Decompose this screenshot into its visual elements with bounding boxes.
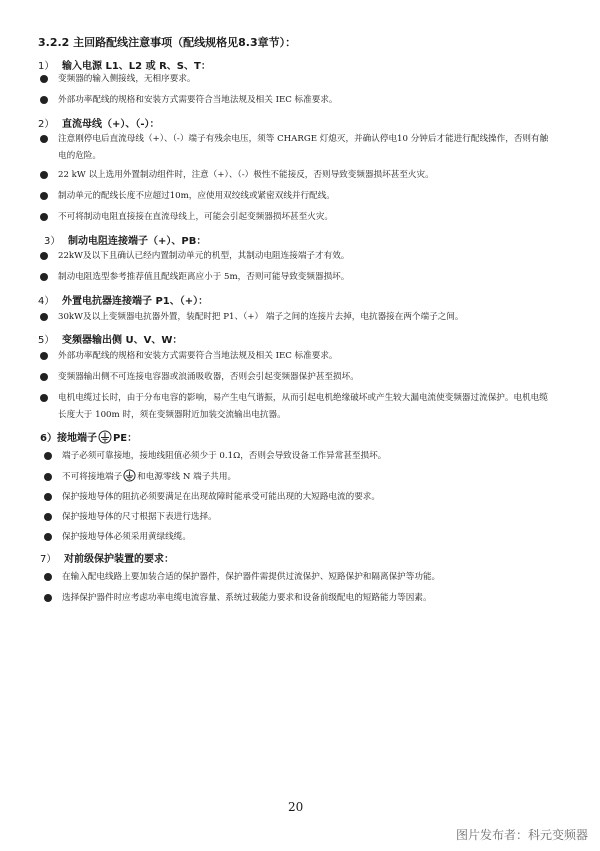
heading-text: 变频器输出侧 U、V、W：: [62, 335, 183, 346]
heading-text-suffix: PE：: [112, 433, 138, 444]
section-title: 3.2.2 主回路配线注意事项（配线规格见8.3章节）：: [38, 36, 297, 49]
list-item: 保护接地导体必须采用黄绿线缆。: [44, 529, 559, 546]
bullet-icon: [40, 135, 48, 143]
heading-external-reactor: [38, 292, 208, 307]
heading-number: 2）: [38, 119, 55, 130]
list-item: [44, 469, 559, 489]
heading-number: 7）: [40, 554, 57, 565]
list-item: 30kW及以上变频器电抗器外置，装配时把 P1、（+） 端子之间的连接片去掉，电抗器接在两个端子之间。: [40, 309, 555, 326]
heading-number: 5）: [38, 335, 55, 346]
list-item: 制动单元的配线长度不应超过10m，应使用双绞线或紧密双线并行配线。: [40, 188, 555, 205]
heading-number: 3）: [44, 236, 61, 247]
bullet-icon: [40, 75, 48, 83]
page-number: 20: [288, 800, 304, 814]
bullet-icon: [40, 273, 48, 281]
bullet-icon: [40, 394, 48, 402]
heading-text-prefix: 接地端子: [56, 433, 97, 444]
list-item: 注意刚停电后直流母线（+）、（-）端子有残余电压，须等 CHARGE 灯熄灭，并确认停电10 分钟后才能进行配线操作，否则有触电的危险。: [40, 131, 555, 165]
bullet-icon: [44, 513, 52, 521]
heading-text: 制动电阻连接端子（+）、PB：: [68, 236, 207, 247]
bullet-icon: [44, 452, 52, 460]
bullet-icon: [40, 192, 48, 200]
bullet-icon: [40, 252, 48, 260]
list-item: 22kW及以下且确认已经内置制动单元的机型，其制动电阻连接端子才有效。: [40, 248, 555, 265]
bullet-icon: [44, 573, 52, 581]
heading-number: 4）: [38, 296, 55, 307]
list-item: 外部功率配线的规格和安装方式需要符合当地法规及相关 IEC 标准要求。: [40, 348, 555, 365]
list-item: 不可将制动电阻直接接在直流母线上，可能会引起变频器损坏甚至火灾。: [40, 209, 555, 226]
bullet-icon: [40, 352, 48, 360]
bullet-icon: [44, 493, 52, 501]
list-item: 制动电阻选型参考推荐值且配线距离应小于 5m，否则可能导致变频器损坏。: [40, 269, 555, 286]
list-item: 外部功率配线的规格和安装方式需要符合当地法规及相关 IEC 标准要求。: [40, 92, 555, 109]
list-item: 22 kW 以上选用外置制动组件时，注意（+）、（-）极性不能接反，否则导致变频器损坏甚至火灾。: [40, 167, 555, 184]
bullet-icon: [44, 594, 52, 602]
list-item: 电机电缆过长时，由于分布电容的影响，易产生电气谐振，从而引起电机绝缘破坏或产生较大漏电流使变频器过流保护。电机电缆长度大于 100m 时，须在变频器附近加装交流输出电抗器。: [40, 390, 555, 424]
bullet-icon: [40, 96, 48, 104]
bullet-icon: [44, 473, 52, 481]
bullet-icon: [44, 533, 52, 541]
list-item: 保护接地导体的阻抗必须要满足在出现故障时能承受可能出现的大短路电流的要求。: [44, 489, 559, 506]
list-item: 端子必须可靠接地，接地线阻值必须少于 0.1Ω，否则会导致设备工作异常甚至损坏。: [44, 448, 559, 465]
heading-text: 外置电抗器连接端子 P1、（+）：: [62, 296, 209, 307]
heading-text: 对前级保护装置的要求：: [64, 554, 174, 565]
list-item: 变频器输出侧不可连接电容器或浪涌吸收器，否则会引起变频器保护甚至损坏。: [40, 369, 555, 386]
bullet-icon: [40, 213, 48, 221]
heading-protection-device: [40, 550, 174, 565]
heading-ground-terminal: [40, 429, 137, 447]
heading-input-power: [38, 57, 211, 72]
heading-number: 6）: [40, 433, 57, 444]
bullet-icon: [40, 373, 48, 381]
heading-text: 直流母线（+）、（-）：: [62, 119, 160, 130]
heading-text: 输入电源 L1、L2 或 R、S、T：: [62, 61, 211, 72]
heading-dc-bus: [38, 115, 160, 130]
heading-brake-resistor: [44, 232, 206, 247]
watermark: 图片发布者：科元变频器: [455, 828, 588, 842]
item-text-prefix: 不可将接地端子: [62, 472, 123, 482]
ground-icon: [98, 430, 112, 447]
heading-output-side: [38, 331, 182, 346]
list-item: 选择保护器件时应考虑功率电缆电流容量、系统过载能力要求和设备前级配电的短路能力等因素。: [44, 590, 559, 607]
bullet-icon: [40, 313, 48, 321]
list-item: 变频器的输入侧接线，无相序要求。: [40, 71, 555, 88]
list-item: 在输入配电线路上要加装合适的保护器件，保护器件需提供过流保护、短路保护和隔离保护等功能。: [44, 569, 559, 586]
heading-number: 1）: [38, 61, 55, 72]
ground-icon: [123, 469, 136, 489]
list-item: 保护接地导体的尺寸根据下表进行选择。: [44, 509, 559, 526]
item-text-suffix: 和电源零线 N 端子共用。: [137, 472, 237, 482]
bullet-icon: [40, 171, 48, 179]
